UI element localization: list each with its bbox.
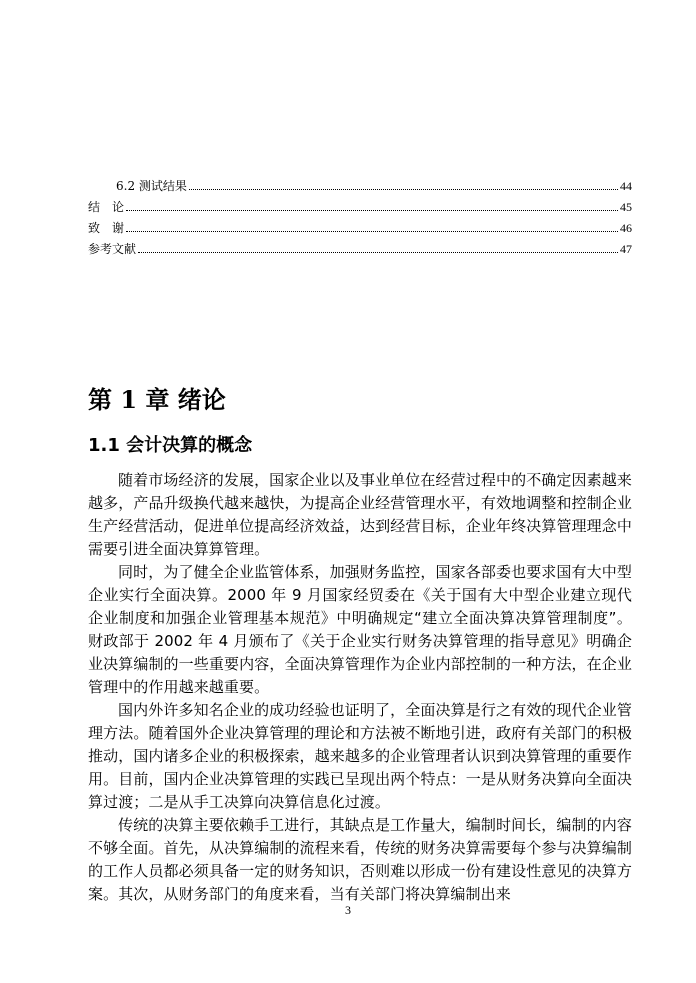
toc-entry-label: 参考文献 — [88, 242, 137, 256]
toc-leader-dots — [138, 251, 618, 253]
toc-entry[interactable] — [88, 235, 632, 256]
toc-entry-label: 6.2 测试结果 — [116, 179, 187, 193]
paragraph: 国内外许多知名企业的成功经验也证明了，全面决算是行之有效的现代企业管理方法。随着国外企业决算管理的理论和方法被不断地引进，政府有关部门的积极推动，国内诸多企业的积极探索，越来越多的企业管理者认识到决算管理的重要作用。目前，国内企业决算管理的实践已呈现出两个特点：一是从财务决算向全面决算过渡；二是从手工决算向决算信息化过渡。 — [88, 701, 632, 811]
toc-entry[interactable] — [88, 214, 632, 235]
toc-entry-label: 结 论 — [88, 200, 125, 214]
toc-entry-page: 44 — [620, 179, 632, 193]
section-title: 1.1 会计决算的概念 — [88, 435, 253, 456]
toc-entry-page: 45 — [620, 200, 632, 214]
toc-entry[interactable] — [88, 193, 632, 214]
toc-leader-dots — [189, 188, 618, 190]
toc-leader-dots — [126, 209, 618, 211]
toc-entry-page: 46 — [620, 221, 632, 235]
page-number: 3 — [345, 903, 351, 917]
paragraph: 随着市场经济的发展，国家企业以及事业单位在经营过程中的不确定因素越来越多，产品升级换代越来越快，为提高企业经营管理水平，有效地调整和控制企业生产经营活动，促进单位提高经济效益，达到经营目标，企业年终决算管理理念中需要引进全面决算算管理。 — [88, 471, 632, 558]
table-of-contents — [88, 172, 632, 256]
toc-entry[interactable] — [88, 172, 632, 193]
paragraph: 传统的决算主要依赖手工进行，其缺点是工作量大，编制时间长，编制的内容不够全面。首先，从决算编制的流程来看，传统的财务决算需要每个参与决算编制的工作人员都必须具备一定的财务知识，否则难以形成一份有建设性意见的决算方案。其次，从财务部门的角度来看，当有关部门将决算编制出来 — [88, 816, 632, 903]
chapter-title: 第 1 章 绪论 — [88, 385, 226, 414]
toc-leader-dots — [126, 230, 618, 232]
toc-entry-label: 致 谢 — [88, 221, 125, 235]
body-text — [88, 469, 632, 906]
toc-entry-page: 47 — [620, 242, 632, 256]
paragraph: 同时，为了健全企业监管体系，加强财务监控，国家各部委也要求国有大中型企业实行全面决算。2000 年 9 月国家经贸委在《关于国有大中型企业建立现代企业制度和加强企业管理基本规范》中明确规定“建立全面决算决算管理制度”。财政部于 2002 年 4 月颁布了《关于企业实行财务决算管理的指导意见》明确企业决算编制的一些重要内容，全面决算管理作为企业内部控制的一种方法，在企业管理中的作用越来越重要。 — [88, 563, 632, 696]
